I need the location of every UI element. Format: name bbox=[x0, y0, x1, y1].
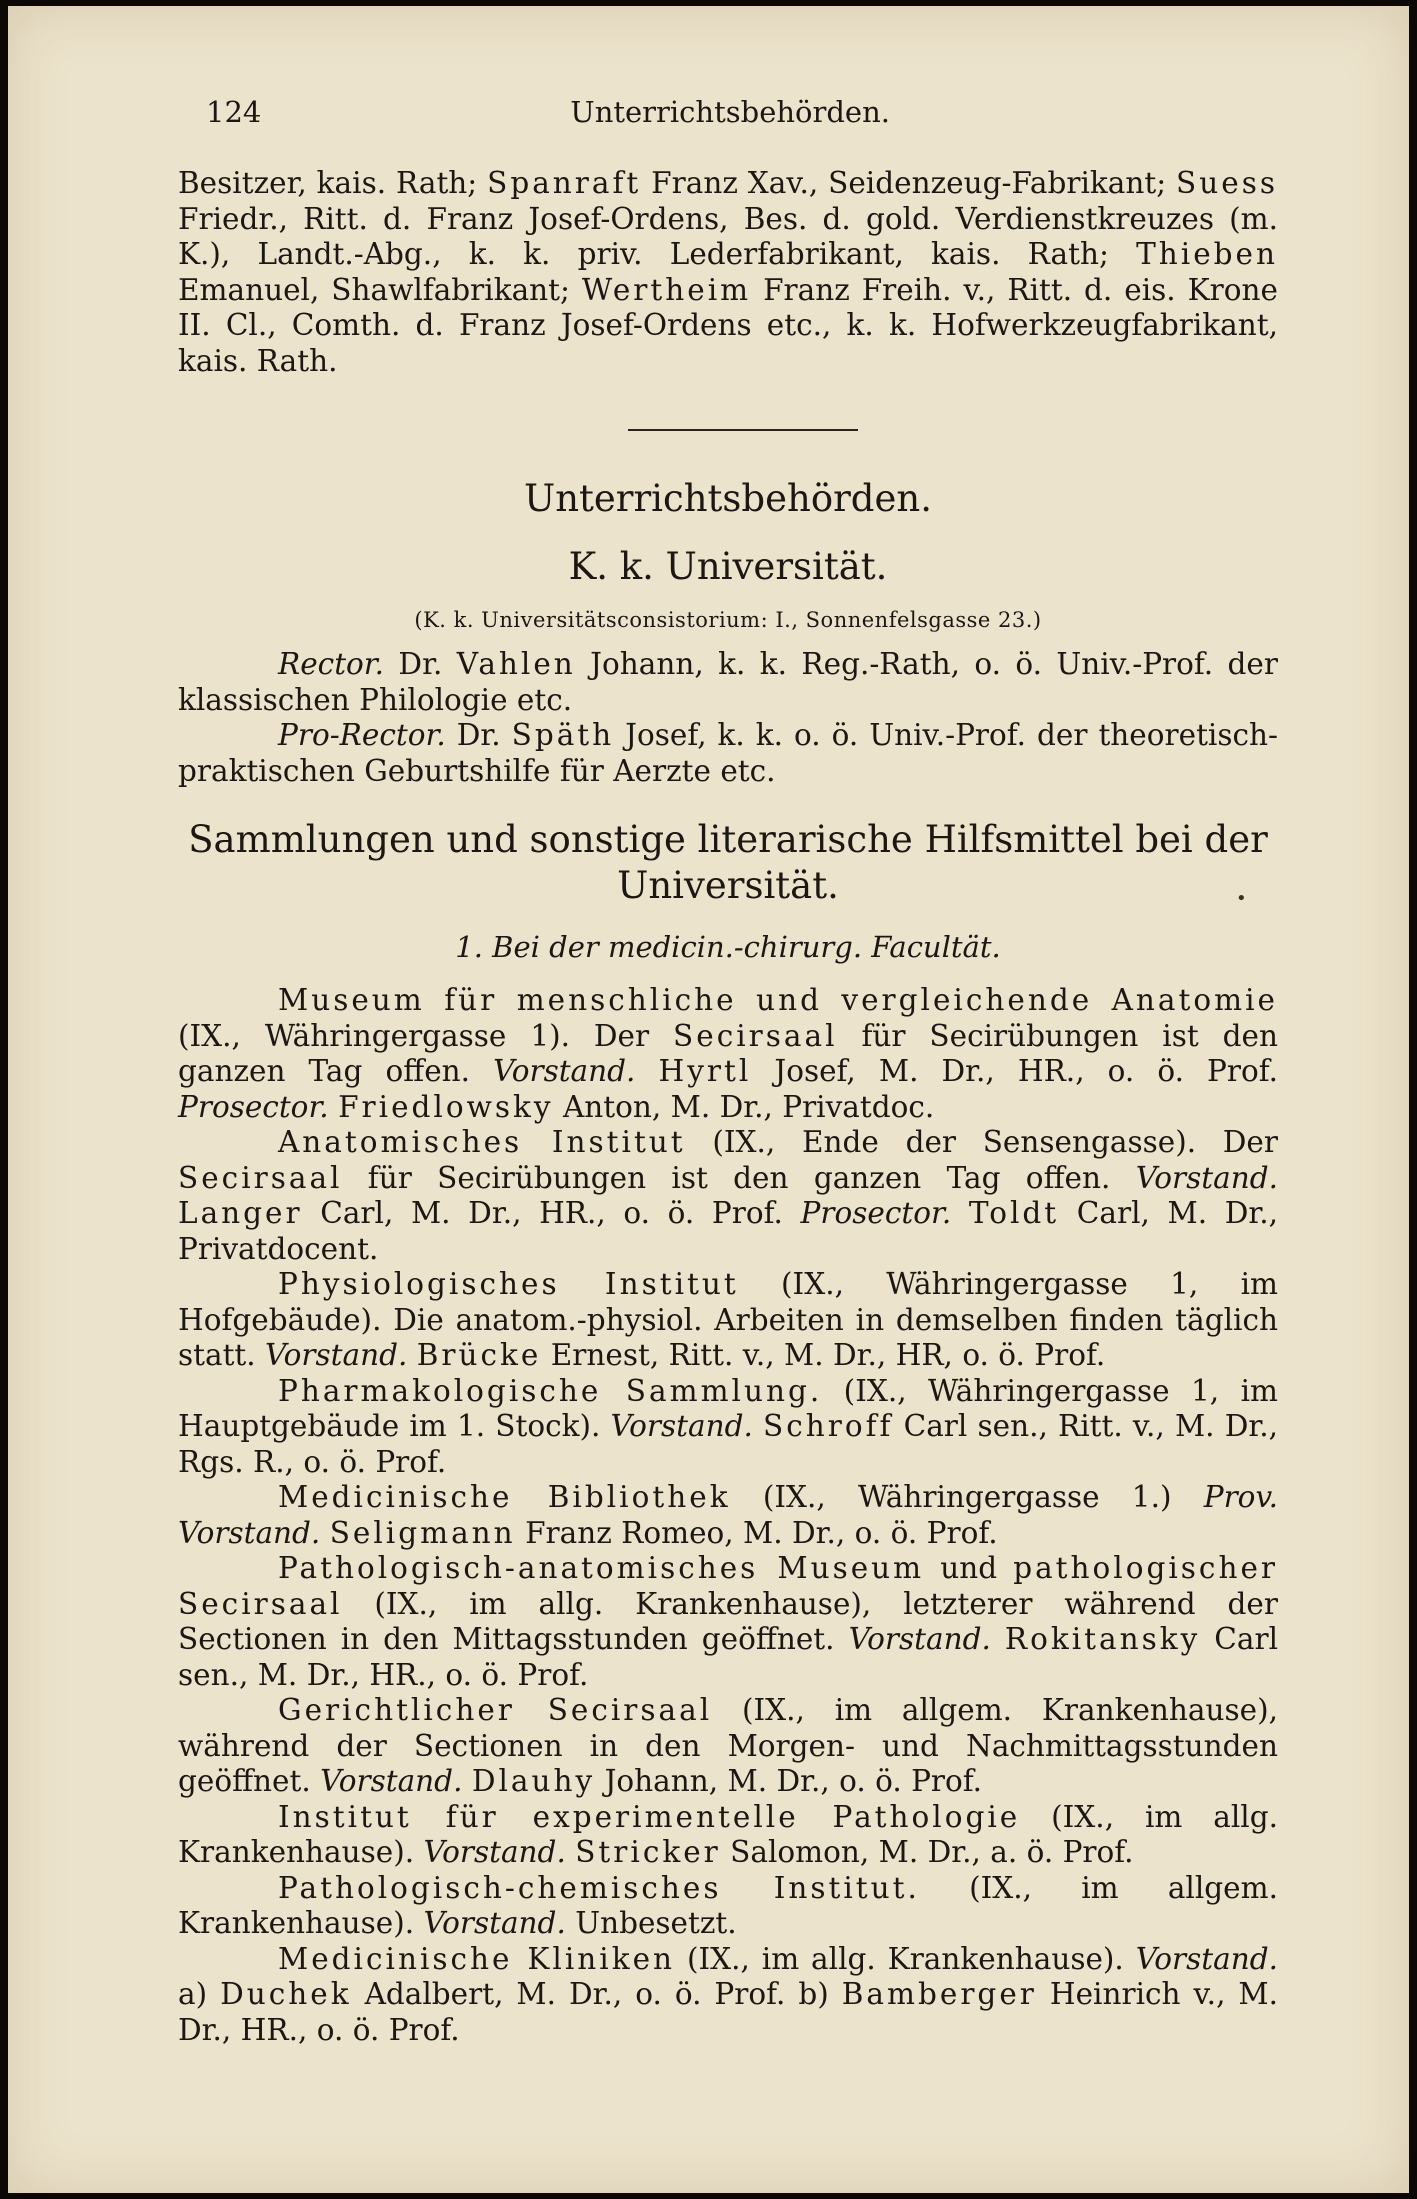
document-page bbox=[8, 6, 1409, 2193]
section-title: Unterrichtsbehörden. bbox=[524, 477, 932, 520]
entry-experimentelle-pathologie bbox=[178, 1800, 1278, 1871]
role-label: Prov. Vorstand. bbox=[178, 1480, 1278, 1550]
role-label: Vorstand. bbox=[423, 1906, 566, 1940]
institution-name: Anatomisches Institut bbox=[278, 1125, 686, 1159]
person-name: Hyrtl bbox=[658, 1054, 752, 1088]
institution-name: Pathologisch-chemisches Institut. bbox=[278, 1870, 920, 1905]
person-name: Dlauhy bbox=[471, 1764, 596, 1798]
page-number: 124 bbox=[206, 95, 262, 129]
person-name: Späth bbox=[511, 718, 615, 752]
text: für Secirübungen ist den ganzen Tag offen. bbox=[178, 1018, 1278, 1088]
text: (IX., Ende der Sensengasse). Der bbox=[685, 1125, 1278, 1159]
person-name: Duchek bbox=[220, 1977, 352, 2011]
person-name: Spanraft bbox=[487, 166, 642, 200]
text: Unbesetzt. bbox=[565, 1906, 737, 1940]
role-label: Vorstand. bbox=[265, 1338, 408, 1372]
text: (IX., im allgem. Krankenhause), während der Sectionen in den Morgen- und Nachmittagsstunden geöffnet. bbox=[178, 1693, 1278, 1798]
role-label: Vorstand. bbox=[610, 1409, 753, 1443]
text: Friedr., Ritt. d. Franz Josef-Ordens, Bes. d. gold. Verdienstkreuzes (m. K.), Landt.-Abg., k. k. priv. Lederfabrikant, kais. Rath; bbox=[178, 201, 1278, 271]
intro-paragraph bbox=[178, 166, 1278, 379]
role-label: Vorstand. bbox=[1135, 1941, 1279, 1976]
text: (IX., im allg. Krankenhause). bbox=[178, 1799, 1278, 1869]
person-name: Bamberger bbox=[841, 1977, 1037, 2011]
role-label: Vorstand. bbox=[493, 1054, 636, 1088]
rector-entry bbox=[178, 647, 1278, 718]
text: Josef, k. k. o. ö. Univ.-Prof. der theoretisch-praktischen Geburtshilfe für Aerzte etc. bbox=[178, 718, 1278, 788]
person-name: Friedlowsky bbox=[338, 1089, 554, 1124]
person-name: Thieben bbox=[1136, 237, 1278, 271]
entry-museum bbox=[178, 983, 1278, 1125]
institution-name: Medicinische Bibliothek bbox=[278, 1480, 731, 1514]
margin-mark: • bbox=[1236, 888, 1247, 909]
text: Ernest, Ritt. v., M. Dr., HR, o. ö. Prof. bbox=[541, 1338, 1106, 1372]
text: Franz Freih. v., Ritt. d. eis. Krone II. Cl., Comth. d. Franz Josef-Ordens etc., k. k. Hofwerkzeugfabrikant, kais. Rath. bbox=[178, 272, 1278, 378]
entry-medicinische-bibliothek bbox=[178, 1480, 1278, 1551]
entry-medicinische-kliniken bbox=[178, 1942, 1278, 2049]
person-name: Wertheim bbox=[581, 272, 752, 307]
person-name: Toldt bbox=[968, 1196, 1060, 1230]
text: Carl, M. Dr., Privatdocent. bbox=[178, 1196, 1278, 1266]
role-label: Prosector. bbox=[800, 1196, 952, 1230]
faculty-heading: 1. Bei der medicin.-chirurg. Facultät. bbox=[455, 930, 1001, 964]
section-subtitle: K. k. Universität. bbox=[568, 545, 888, 588]
page-content bbox=[178, 92, 1278, 2048]
collections-title: Sammlungen und sonstige literarische Hilfsmittel bei der Universität. bbox=[188, 818, 1268, 907]
institution-name: Institut für experimentelle Pathologie bbox=[278, 1799, 1021, 1834]
institution-name: Museum für menschliche und vergleichende Anatomie bbox=[278, 983, 1278, 1017]
institution-name: Secirsaal bbox=[673, 1018, 838, 1053]
person-name: Vahlen bbox=[456, 647, 576, 681]
address-note: (K. k. Universitätsconsistorium: I., Sonnenfelsgasse 23.) bbox=[414, 608, 1042, 632]
text: a) bbox=[178, 1977, 221, 2011]
text: Dr. bbox=[384, 647, 457, 681]
entry-pharmakologische-sammlung bbox=[178, 1374, 1278, 1481]
entry-anatomisches-institut bbox=[178, 1125, 1278, 1267]
entry-pathologisch-anatomisches-museum bbox=[178, 1551, 1278, 1693]
text: (IX., Währingergasse 1.) bbox=[730, 1480, 1204, 1514]
running-header bbox=[178, 92, 1278, 132]
text: Besitzer, kais. Rath; bbox=[178, 166, 488, 200]
person-name: Brücke bbox=[416, 1338, 542, 1372]
text: Josef, M. Dr., HR., o. ö. Prof. bbox=[751, 1054, 1278, 1088]
text: Johann, M. Dr., o. ö. Prof. bbox=[595, 1764, 983, 1798]
role-label: Prosector. bbox=[178, 1089, 329, 1124]
person-name: Rokitansky bbox=[1004, 1622, 1201, 1656]
role-label: Pro-Rector. bbox=[278, 718, 446, 752]
entry-pathologisch-chemisches-institut bbox=[178, 1871, 1278, 1942]
person-name: Langer bbox=[178, 1196, 303, 1230]
prorector-entry bbox=[178, 718, 1278, 789]
institution-name: Gerichtlicher Secirsaal bbox=[278, 1693, 713, 1727]
role-label: Rector. bbox=[278, 647, 385, 681]
section-divider bbox=[628, 429, 858, 431]
person-name: Stricker bbox=[575, 1835, 721, 1869]
institution-name: pathologischer Secirsaal bbox=[178, 1551, 1279, 1621]
text: für Secirübungen ist den ganzen Tag offen. bbox=[342, 1160, 1136, 1195]
person-name: Suess bbox=[1176, 166, 1278, 200]
role-label: Vorstand. bbox=[423, 1835, 566, 1869]
text: und bbox=[924, 1551, 1014, 1585]
text: Franz Romeo, M. Dr., o. ö. Prof. bbox=[515, 1515, 998, 1550]
text: Franz Xav., Seidenzeug-Fabrikant; bbox=[641, 166, 1177, 200]
running-title: Unterrichtsbehörden. bbox=[570, 95, 890, 129]
text: Anton, M. Dr., Privatdoc. bbox=[553, 1089, 935, 1124]
text: Heinrich v., M. Dr., HR., o. ö. Prof. bbox=[178, 1977, 1279, 2047]
text: Carl sen., M. Dr., HR., o. ö. Prof. bbox=[178, 1622, 1278, 1692]
text: (IX., im allg. Krankenhause). bbox=[675, 1941, 1136, 1976]
entry-physiologisches-institut bbox=[178, 1267, 1278, 1374]
text: (IX., im allg. Krankenhause), letzterer während der Sectionen in den Mittagsstunden geöffnet. bbox=[178, 1586, 1278, 1656]
institution-name: Secirsaal bbox=[178, 1160, 343, 1195]
institution-name: Pharmakologische Sammlung. bbox=[278, 1373, 823, 1408]
text: Adalbert, M. Dr., o. ö. Prof. b) bbox=[351, 1977, 842, 2011]
person-name: Seligmann bbox=[329, 1515, 516, 1550]
text: (IX., Währingergasse 1, im Hofgebäude). Die anatom.-physiol. Arbeiten in demselben finden täglich statt. bbox=[178, 1267, 1278, 1372]
text: (IX., Währingergasse 1, im Hauptgebäude im 1. Stock). bbox=[178, 1373, 1278, 1443]
text: Johann, k. k. Reg.-Rath, o. ö. Univ.-Prof. der klassischen Philologie etc. bbox=[178, 647, 1278, 717]
role-label: Vorstand. bbox=[1135, 1160, 1278, 1195]
text: Salomon, M. Dr., a. ö. Prof. bbox=[720, 1835, 1134, 1869]
text: (IX., Währingergasse 1). Der bbox=[178, 1018, 674, 1053]
text: Carl, M. Dr., HR., o. ö. Prof. bbox=[302, 1196, 801, 1230]
entry-gerichtlicher-secirsaal bbox=[178, 1693, 1278, 1800]
institution-name: Pathologisch-anatomisches Museum bbox=[278, 1551, 925, 1585]
text: Carl sen., Ritt. v., M. Dr., Rgs. R., o. ö. Prof. bbox=[178, 1409, 1278, 1479]
institution-name: Medicinische Kliniken bbox=[278, 1941, 676, 1976]
person-name: Schroff bbox=[763, 1409, 894, 1443]
role-label: Vorstand. bbox=[320, 1764, 463, 1798]
text: Emanuel, Shawlfabrikant; bbox=[178, 272, 582, 307]
text: Dr. bbox=[445, 718, 512, 752]
role-label: Vorstand. bbox=[848, 1622, 991, 1656]
text: (IX., im allgem. Krankenhause). bbox=[178, 1870, 1278, 1940]
institution-name: Physiologisches Institut bbox=[278, 1267, 739, 1301]
